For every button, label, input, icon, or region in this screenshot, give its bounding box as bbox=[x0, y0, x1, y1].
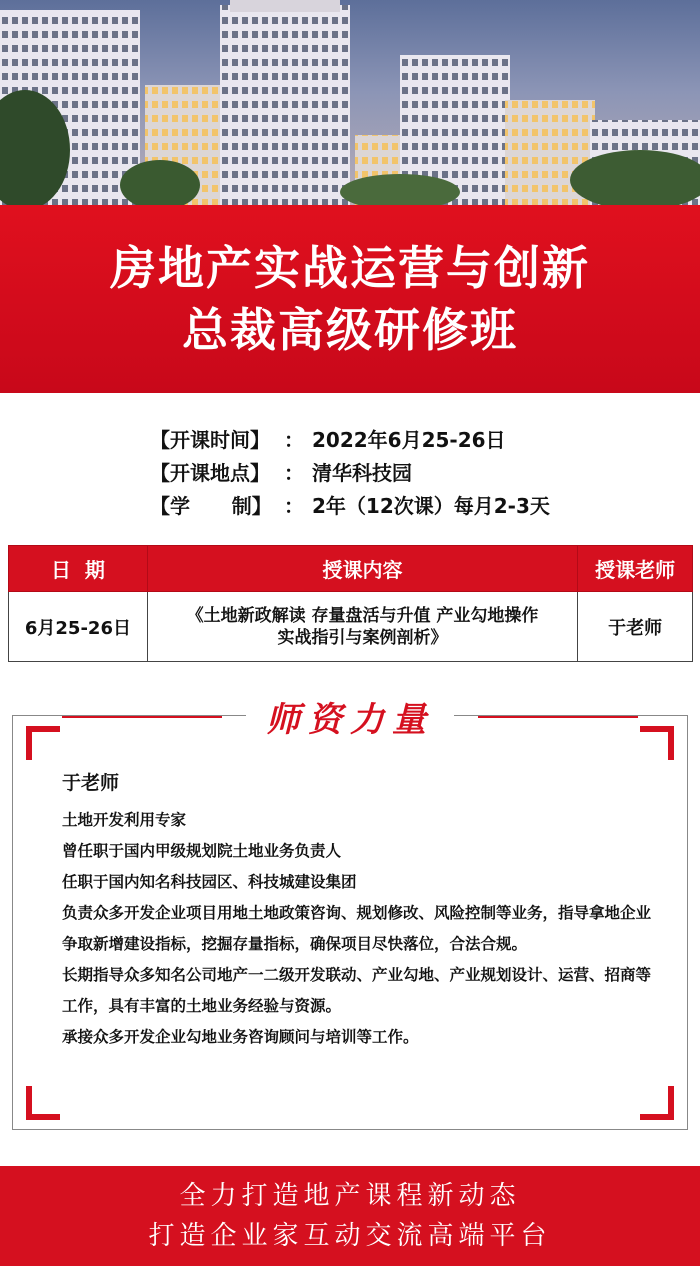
bio-line: 负责众多开发企业项目用地土地政策咨询、规划修改、风险控制等业务，指导拿地企业争取新增建设指标，挖掘存量指标，确保项目尽快落位，合法合规。 bbox=[62, 904, 652, 953]
info-label: 【开课地点】 bbox=[150, 461, 270, 485]
info-value: 2022年6月25-26日 bbox=[312, 428, 506, 452]
course-info bbox=[150, 424, 670, 523]
info-value: 清华科技园 bbox=[312, 461, 412, 485]
footer-line-2: 打造企业家互动交流高端平台 bbox=[148, 1221, 552, 1251]
content-line-2: 实战指引与案例剖析》 bbox=[277, 627, 448, 648]
title-banner bbox=[0, 205, 700, 393]
cell-date: 6月25-26日 bbox=[9, 592, 148, 662]
bio-line: 承接众多开发企业勾地业务咨询顾问与培训等工作。 bbox=[62, 1028, 419, 1046]
bio-line: 长期指导众多知名公司地产一二级开发联动、产业勾地、产业规划设计、运营、招商等工作，具有丰富的土地业务经验与资源。 bbox=[62, 966, 652, 1015]
footer-line-1: 全力打造地产课程新动态 bbox=[179, 1181, 521, 1211]
info-row-time: 【开课时间】 ： 2022年6月25-26日 bbox=[150, 424, 670, 457]
title-line-2: 总裁高级研修班 bbox=[182, 303, 518, 357]
content-line-1: 《土地新政解读 存量盘活与升值 产业勾地操作 bbox=[186, 605, 539, 626]
header-content: 授课内容 bbox=[147, 546, 577, 592]
schedule-table bbox=[8, 545, 693, 662]
cell-teacher: 于老师 bbox=[578, 592, 693, 662]
faculty-heading-wrap bbox=[0, 693, 700, 739]
table-row bbox=[9, 592, 693, 662]
bio-line: 任职于国内知名科技园区、科技城建设集团 bbox=[62, 873, 357, 891]
faculty-heading: 师资力量 bbox=[246, 692, 454, 741]
cell-content bbox=[147, 592, 577, 662]
corner-decoration bbox=[26, 726, 60, 760]
bio-line: 曾任职于国内甲级规划院土地业务负责人 bbox=[62, 842, 342, 860]
hero-image bbox=[0, 0, 700, 205]
info-row-duration: 【学 制】 ： 2年（12次课）每月2-3天 bbox=[150, 490, 670, 523]
corner-decoration bbox=[640, 1086, 674, 1120]
header-date: 日 期 bbox=[9, 546, 148, 592]
title-line-1: 房地产实战运营与创新 bbox=[110, 241, 590, 295]
building-skyline-illustration bbox=[0, 0, 700, 205]
table-header-row bbox=[9, 546, 693, 592]
info-label: 【开课时间】 bbox=[150, 428, 270, 452]
footer-banner bbox=[0, 1166, 700, 1266]
info-row-location: 【开课地点】 ： 清华科技园 bbox=[150, 457, 670, 490]
info-value: 2年（12次课）每月2-3天 bbox=[312, 494, 550, 518]
bio-line: 土地开发利用专家 bbox=[62, 811, 187, 829]
corner-decoration bbox=[26, 1086, 60, 1120]
header-teacher: 授课老师 bbox=[578, 546, 693, 592]
info-label: 【学 制】 bbox=[150, 494, 272, 518]
corner-decoration bbox=[640, 726, 674, 760]
teacher-bio bbox=[62, 768, 662, 1053]
teacher-name: 于老师 bbox=[62, 772, 120, 794]
